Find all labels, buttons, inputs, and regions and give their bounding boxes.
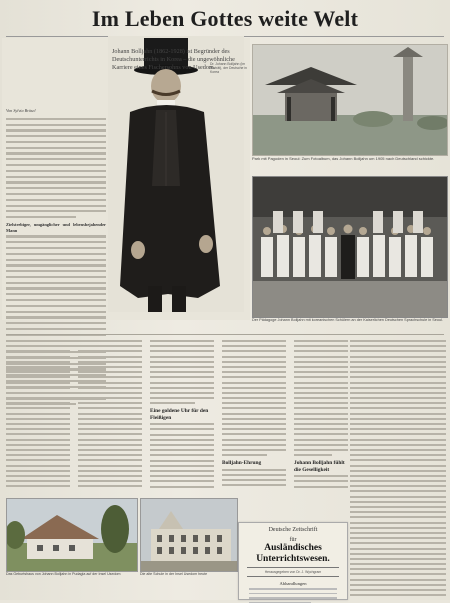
body-text-lines <box>150 340 214 404</box>
class-photo-caption: Der Pädagoge Johann Bolljahn mit koreanischen Schülern an der Kaiserlichen Deutschen Sprachschule in Seoul. <box>252 318 444 322</box>
body-text-lines <box>6 118 106 218</box>
section-rule <box>6 334 444 335</box>
body-text-lines <box>222 469 286 488</box>
portrait-photo <box>108 36 244 312</box>
body-text-lines <box>6 340 70 488</box>
article-column-5 <box>222 338 286 488</box>
article-column-7 <box>350 338 446 596</box>
body-text-lines <box>222 340 286 456</box>
class-group-photo <box>252 176 448 318</box>
body-text-lines <box>294 340 348 456</box>
article-column-3 <box>78 338 142 488</box>
article-subhead-2: Eine goldene Uhr für den Fleißigen <box>150 408 209 421</box>
journal-section: Abhandlungen <box>279 581 307 586</box>
body-text-lines <box>78 340 142 488</box>
body-text-lines <box>294 475 348 488</box>
article-headline: Im Leben Gottes weite Welt <box>91 6 359 31</box>
portrait-caption: Dr. Johann Bolljahn (im Porträt), der Deutsche in Korea <box>210 62 247 75</box>
article-subhead-3: Bolljahn-Ehrung <box>222 460 262 467</box>
pavilion-photo <box>252 44 448 156</box>
body-text-lines <box>350 340 446 596</box>
journal-rule <box>247 567 339 568</box>
birthplace-photo <box>6 498 138 572</box>
school-photo <box>140 498 238 572</box>
pavilion-photo-caption: Park mit Pagoden in Seoul: Zum Fotoalbum, das Johann Bolljahn um 1905 nach Deutschland schickte. <box>252 156 435 161</box>
birthplace-photo-caption: Das Geburtshaus von Johann Bolljahn in Pudagla auf der Insel Usedom <box>6 572 121 576</box>
article-subhead-1: Zielstrebiger, umgänglicher und lebensbejahender Mann <box>6 221 106 233</box>
journal-cover <box>238 522 348 600</box>
body-text-lines <box>150 423 214 488</box>
article-column-2 <box>6 338 70 488</box>
article-byline: Von Sylvia Bräsel <box>6 108 36 113</box>
journal-editor: Herausgegeben von Dr. J. Wychgram <box>264 570 322 574</box>
article-column-4 <box>150 338 214 488</box>
journal-rule <box>247 576 339 577</box>
journal-kicker: Deutsche Zeitschrift <box>268 527 318 533</box>
article-column-6 <box>294 338 348 488</box>
article-teaser: Johann Bolljahn (1862-1928) ist Begründer des Deutschunterrichts in Korea – die ungewöhnliche Karriere eines Fischersohns von Usedom. <box>112 48 235 71</box>
journal-title-prep: für <box>289 537 297 543</box>
journal-title: Ausländisches Unterrichtswesen. <box>256 543 330 564</box>
journal-text-lines <box>239 588 347 603</box>
school-photo-caption: Die alte Schule in der Insel Usedom heute <box>140 572 208 576</box>
box-title: Johann Bolljahn fühlt die Geselligkeit <box>294 460 345 473</box>
